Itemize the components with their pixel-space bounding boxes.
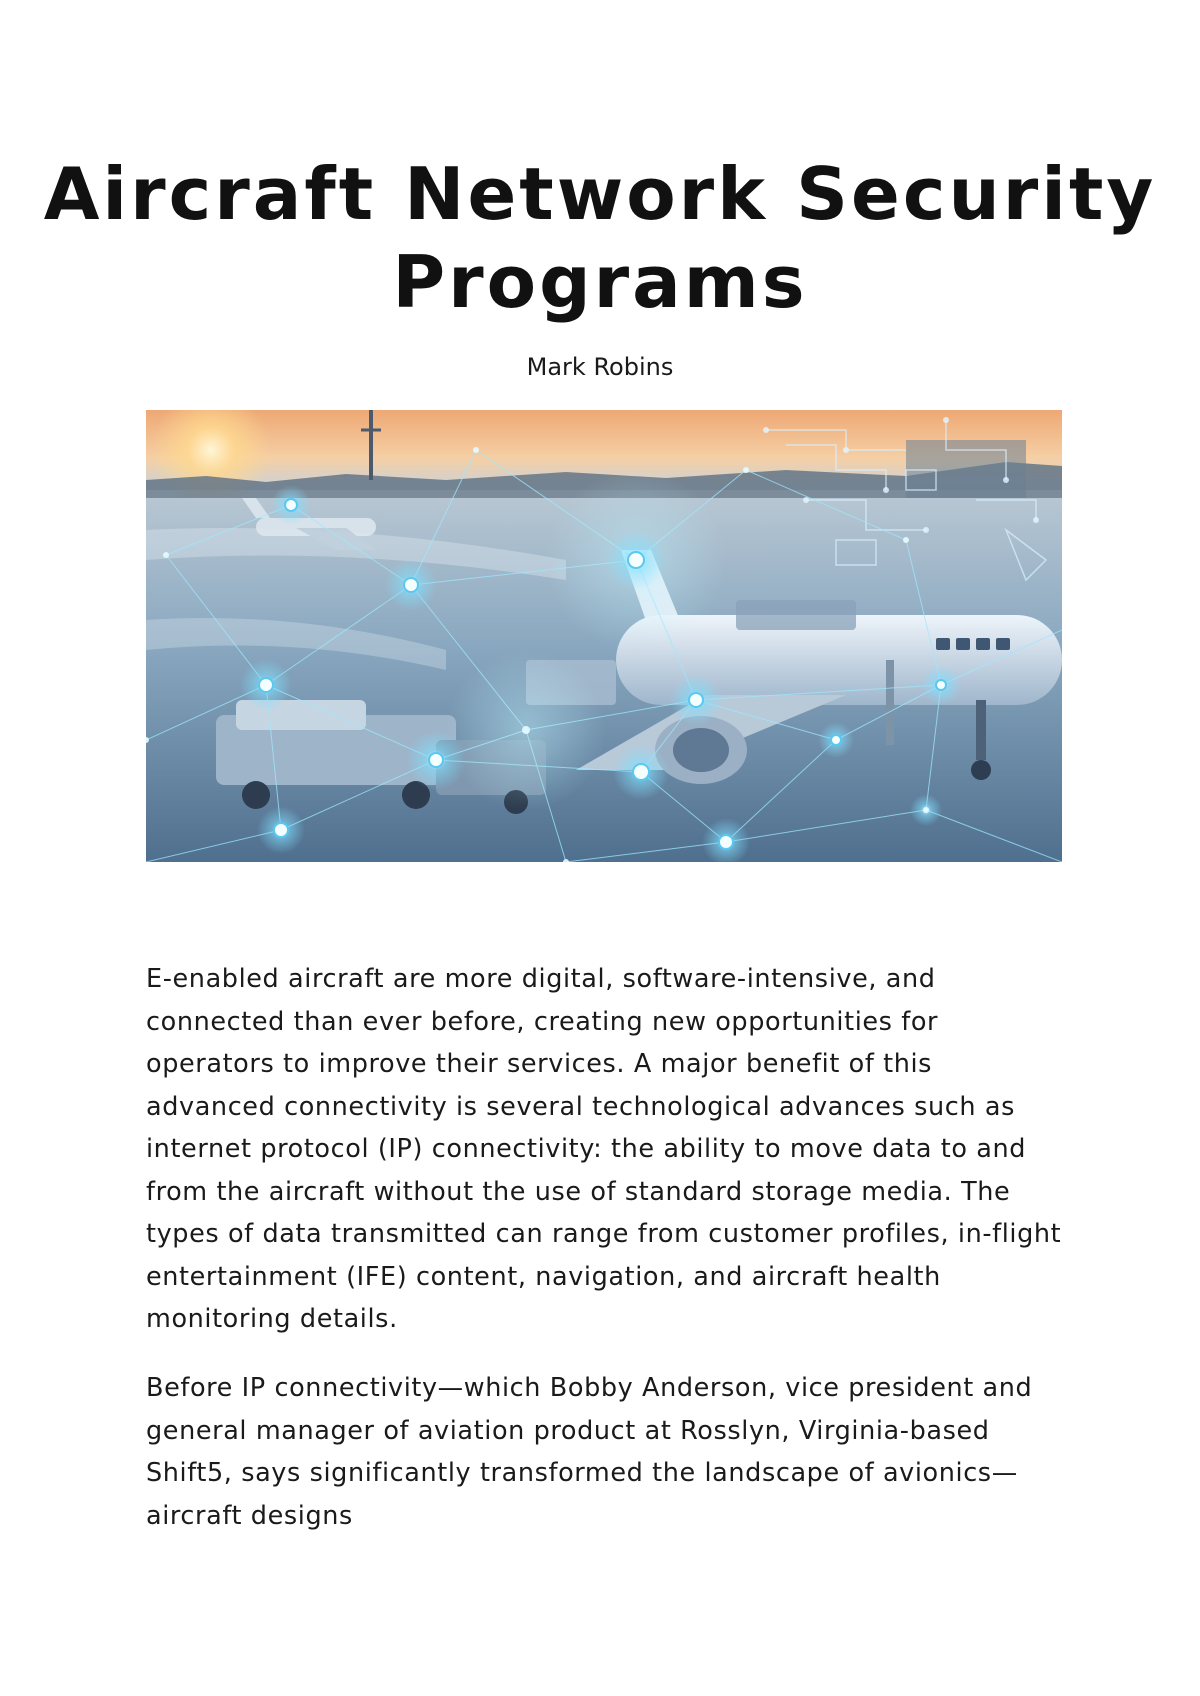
body-paragraph-2: Before IP connectivity—which Bobby Anderson, vice president and general manager of aviation product at Rosslyn, Virginia-based Shift5, says significantly transformed the landscape of avionics—aircraft designs [146, 1373, 1033, 1531]
airport-network-illustration [146, 410, 1062, 862]
body-paragraph-1: E-enabled aircraft are more digital, software-intensive, and connected than ever before, creating new opportunities for operators to improve their services. A major benefit of this advanced connectivity is several technological advances such as internet protocol (IP) connectivity: the ability to move data to and from the aircraft without the use of standard storage media. The types of data transmitted can range from customer profiles, in-flight entertainment (IFE) content, navigation, and aircraft health monitoring details. [146, 964, 1062, 1334]
article-author: Mark Robins [526, 353, 674, 381]
article-title: Aircraft Network Security Programs [43, 152, 1157, 324]
hero-image [146, 410, 1062, 862]
